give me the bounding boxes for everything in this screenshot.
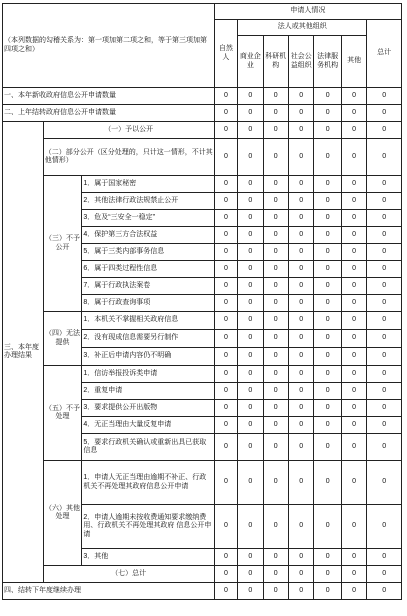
item-label: 1．本机关不掌握相关政府信息 [82,312,214,330]
value-cell: 0 [314,105,341,122]
value-cell: 0 [238,330,263,348]
value-cell: 0 [367,244,402,261]
value-cell: 0 [238,261,263,278]
value-cell: 0 [263,295,288,312]
value-cell: 0 [238,434,263,461]
value-cell: 0 [214,295,237,312]
group-label: （四）无法提供 [43,312,82,366]
value-cell: 0 [341,88,366,105]
value-cell: 0 [214,105,237,122]
item-label: 4．无正当理由大量反复申请 [82,417,214,434]
value-cell: 0 [214,348,237,366]
value-cell: 0 [238,88,263,105]
value-cell: 0 [238,227,263,244]
row-g1 [3,122,402,139]
value-cell: 0 [288,366,313,383]
info-disclosure-table [2,3,402,600]
value-cell: 0 [288,566,313,583]
value-cell: 0 [263,417,288,434]
value-cell: 0 [341,176,366,193]
value-cell: 0 [214,417,237,434]
value-cell: 0 [263,244,288,261]
value-cell: 0 [288,505,313,549]
value-cell: 0 [288,105,313,122]
header-legal-service: 法律服务机构 [314,36,341,88]
table-row [3,461,402,505]
row-g7 [3,566,402,583]
value-cell: 0 [341,244,366,261]
value-cell: 0 [288,122,313,139]
value-cell: 0 [288,348,313,366]
value-cell: 0 [314,261,341,278]
value-cell: 0 [214,566,237,583]
value-cell: 0 [367,330,402,348]
value-cell: 0 [238,176,263,193]
value-cell: 0 [263,105,288,122]
value-cell: 0 [214,330,237,348]
value-cell: 0 [367,461,402,505]
value-cell: 0 [367,210,402,227]
row-label: 四、结转下年度继续办理 [3,583,215,600]
value-cell: 0 [288,461,313,505]
value-cell: 0 [214,400,237,417]
value-cell: 0 [238,461,263,505]
row-g2 [3,139,402,176]
value-cell: 0 [214,244,237,261]
value-cell: 0 [341,461,366,505]
value-cell: 0 [263,583,288,600]
item-label: 5．要求行政机关确认或重新出具已获取信息 [82,434,214,461]
group-label: （三）不予公开 [43,176,82,312]
value-cell: 0 [263,505,288,549]
value-cell: 0 [314,227,341,244]
value-cell: 0 [367,505,402,549]
value-cell: 0 [238,566,263,583]
value-cell: 0 [341,505,366,549]
value-cell: 0 [263,88,288,105]
header-applicant-status: 申请人情况 [214,4,401,20]
value-cell: 0 [341,330,366,348]
value-cell: 0 [367,583,402,600]
value-cell: 0 [263,383,288,400]
value-cell: 0 [341,434,366,461]
value-cell: 0 [238,383,263,400]
value-cell: 0 [263,348,288,366]
value-cell: 0 [263,122,288,139]
value-cell: 0 [214,505,237,549]
item-label: 1．信访举报投诉类申请 [82,366,214,383]
value-cell: 0 [314,434,341,461]
value-cell: 0 [214,366,237,383]
value-cell: 0 [341,193,366,210]
value-cell: 0 [288,400,313,417]
value-cell: 0 [238,312,263,330]
value-cell: 0 [214,139,237,176]
value-cell: 0 [288,139,313,176]
value-cell: 0 [263,139,288,176]
value-cell: 0 [288,295,313,312]
value-cell: 0 [341,348,366,366]
table-row [3,366,402,383]
value-cell: 0 [263,461,288,505]
value-cell: 0 [341,295,366,312]
value-cell: 0 [263,193,288,210]
value-cell: 0 [263,176,288,193]
value-cell: 0 [367,348,402,366]
value-cell: 0 [288,583,313,600]
value-cell: 0 [314,312,341,330]
value-cell: 0 [214,549,237,566]
value-cell: 0 [263,312,288,330]
header-other: 其他 [341,36,366,88]
item-label: 3．危及“三安全一稳定” [82,210,214,227]
header-social: 社会公益组织 [288,36,313,88]
group-label: （一）予以公开 [43,122,214,139]
value-cell: 0 [314,566,341,583]
row-label: 一、本年新收政府信息公开申请数量 [3,88,215,105]
value-cell: 0 [263,549,288,566]
value-cell: 0 [367,417,402,434]
value-cell: 0 [238,244,263,261]
value-cell: 0 [341,312,366,330]
table-row [3,176,402,193]
value-cell: 0 [214,434,237,461]
value-cell: 0 [238,348,263,366]
value-cell: 0 [367,400,402,417]
item-label: 1．属于国家秘密 [82,176,214,193]
group-label: （六）其他处理 [43,461,82,566]
row-carry-next-year [3,583,402,600]
header-commercial: 商业企业 [238,36,263,88]
value-cell: 0 [314,549,341,566]
header-legal-group: 法人或其他组织 [238,20,367,36]
value-cell: 0 [314,330,341,348]
value-cell: 0 [314,139,341,176]
value-cell: 0 [214,193,237,210]
value-cell: 0 [214,383,237,400]
value-cell: 0 [314,278,341,295]
value-cell: 0 [214,176,237,193]
value-cell: 0 [341,210,366,227]
item-label: 7．属于行政执法案卷 [82,278,214,295]
value-cell: 0 [341,122,366,139]
item-label: 1．申请人无正当理由逾期不补正、行政机关不再处理其政府信息公开申请 [82,461,214,505]
value-cell: 0 [238,139,263,176]
value-cell: 0 [314,295,341,312]
value-cell: 0 [263,278,288,295]
header-total: 总计 [367,20,402,88]
value-cell: 0 [314,176,341,193]
value-cell: 0 [367,105,402,122]
value-cell: 0 [367,261,402,278]
value-cell: 0 [238,583,263,600]
value-cell: 0 [367,139,402,176]
item-label: 3．其他 [82,549,214,566]
value-cell: 0 [238,505,263,549]
value-cell: 0 [288,261,313,278]
value-cell: 0 [367,549,402,566]
value-cell: 0 [341,417,366,434]
value-cell: 0 [238,417,263,434]
item-label: 8．属于行政查询事项 [82,295,214,312]
value-cell: 0 [238,400,263,417]
value-cell: 0 [263,210,288,227]
value-cell: 0 [314,88,341,105]
value-cell: 0 [288,383,313,400]
value-cell: 0 [367,383,402,400]
value-cell: 0 [367,312,402,330]
value-cell: 0 [288,176,313,193]
value-cell: 0 [288,193,313,210]
item-label: 2．没有现成信息需要另行制作 [82,330,214,348]
value-cell: 0 [288,210,313,227]
value-cell: 0 [214,122,237,139]
value-cell: 0 [341,366,366,383]
value-cell: 0 [341,105,366,122]
header-natural-person: 自然人 [214,20,237,88]
value-cell: 0 [341,549,366,566]
value-cell: 0 [314,348,341,366]
value-cell: 0 [238,549,263,566]
value-cell: 0 [314,366,341,383]
value-cell: 0 [214,261,237,278]
value-cell: 0 [341,583,366,600]
value-cell: 0 [263,261,288,278]
value-cell: 0 [341,383,366,400]
value-cell: 0 [288,278,313,295]
value-cell: 0 [288,312,313,330]
value-cell: 0 [263,400,288,417]
value-cell: 0 [288,244,313,261]
value-cell: 0 [263,366,288,383]
value-cell: 0 [214,312,237,330]
header-note: （本列数据的勾稽关系为：第一项加第二项之和，等于第三项加第四项之和） [3,4,215,88]
value-cell: 0 [288,417,313,434]
value-cell: 0 [288,88,313,105]
value-cell: 0 [238,278,263,295]
row-label: 二、上年结转政府信息公开申请数量 [3,105,215,122]
value-cell: 0 [367,122,402,139]
value-cell: 0 [314,400,341,417]
value-cell: 0 [238,210,263,227]
value-cell: 0 [367,566,402,583]
value-cell: 0 [341,278,366,295]
value-cell: 0 [238,122,263,139]
value-cell: 0 [341,400,366,417]
group-label: （二）部分公开（区分处理的，只计这一情形，不计其他情形） [43,139,214,176]
group-label: （五）不予处理 [43,366,82,461]
value-cell: 0 [214,227,237,244]
value-cell: 0 [367,278,402,295]
value-cell: 0 [341,261,366,278]
item-label: 2．申请人逾期未按收费通知要求缴纳费用、行政机关不再处理其政府 信息公开申请 [82,505,214,549]
value-cell: 0 [214,278,237,295]
value-cell: 0 [314,210,341,227]
value-cell: 0 [367,295,402,312]
item-label: 4．保护第三方合法权益 [82,227,214,244]
value-cell: 0 [214,88,237,105]
item-label: 6．属于四类过程性信息 [82,261,214,278]
value-cell: 0 [238,366,263,383]
value-cell: 0 [238,105,263,122]
value-cell: 0 [263,330,288,348]
row-carried-over [3,105,402,122]
value-cell: 0 [288,227,313,244]
value-cell: 0 [263,227,288,244]
value-cell: 0 [288,549,313,566]
section-three-label: 三、本年度办理结果 [3,122,44,583]
value-cell: 0 [238,193,263,210]
value-cell: 0 [288,434,313,461]
value-cell: 0 [341,566,366,583]
value-cell: 0 [341,227,366,244]
value-cell: 0 [238,295,263,312]
value-cell: 0 [214,210,237,227]
value-cell: 0 [314,505,341,549]
value-cell: 0 [314,583,341,600]
value-cell: 0 [314,461,341,505]
item-label: 2．重复申请 [82,383,214,400]
value-cell: 0 [214,461,237,505]
value-cell: 0 [367,366,402,383]
value-cell: 0 [367,88,402,105]
value-cell: 0 [367,227,402,244]
value-cell: 0 [263,566,288,583]
value-cell: 0 [314,122,341,139]
value-cell: 0 [341,139,366,176]
header-research: 科研机构 [263,36,288,88]
value-cell: 0 [314,193,341,210]
group-label: （七）总计 [43,566,214,583]
value-cell: 0 [214,583,237,600]
value-cell: 0 [288,330,313,348]
header-row [3,4,402,20]
value-cell: 0 [367,193,402,210]
value-cell: 0 [314,383,341,400]
value-cell: 0 [314,244,341,261]
value-cell: 0 [263,434,288,461]
value-cell: 0 [314,417,341,434]
item-label: 2．其他法律行政法规禁止公开 [82,193,214,210]
value-cell: 0 [367,176,402,193]
row-new-applications [3,88,402,105]
value-cell: 0 [367,434,402,461]
item-label: 3．补正后申请内容仍不明确 [82,348,214,366]
item-label: 5．属于三类内部事务信息 [82,244,214,261]
item-label: 3．要求提供公开出版物 [82,400,214,417]
table-row [3,312,402,330]
